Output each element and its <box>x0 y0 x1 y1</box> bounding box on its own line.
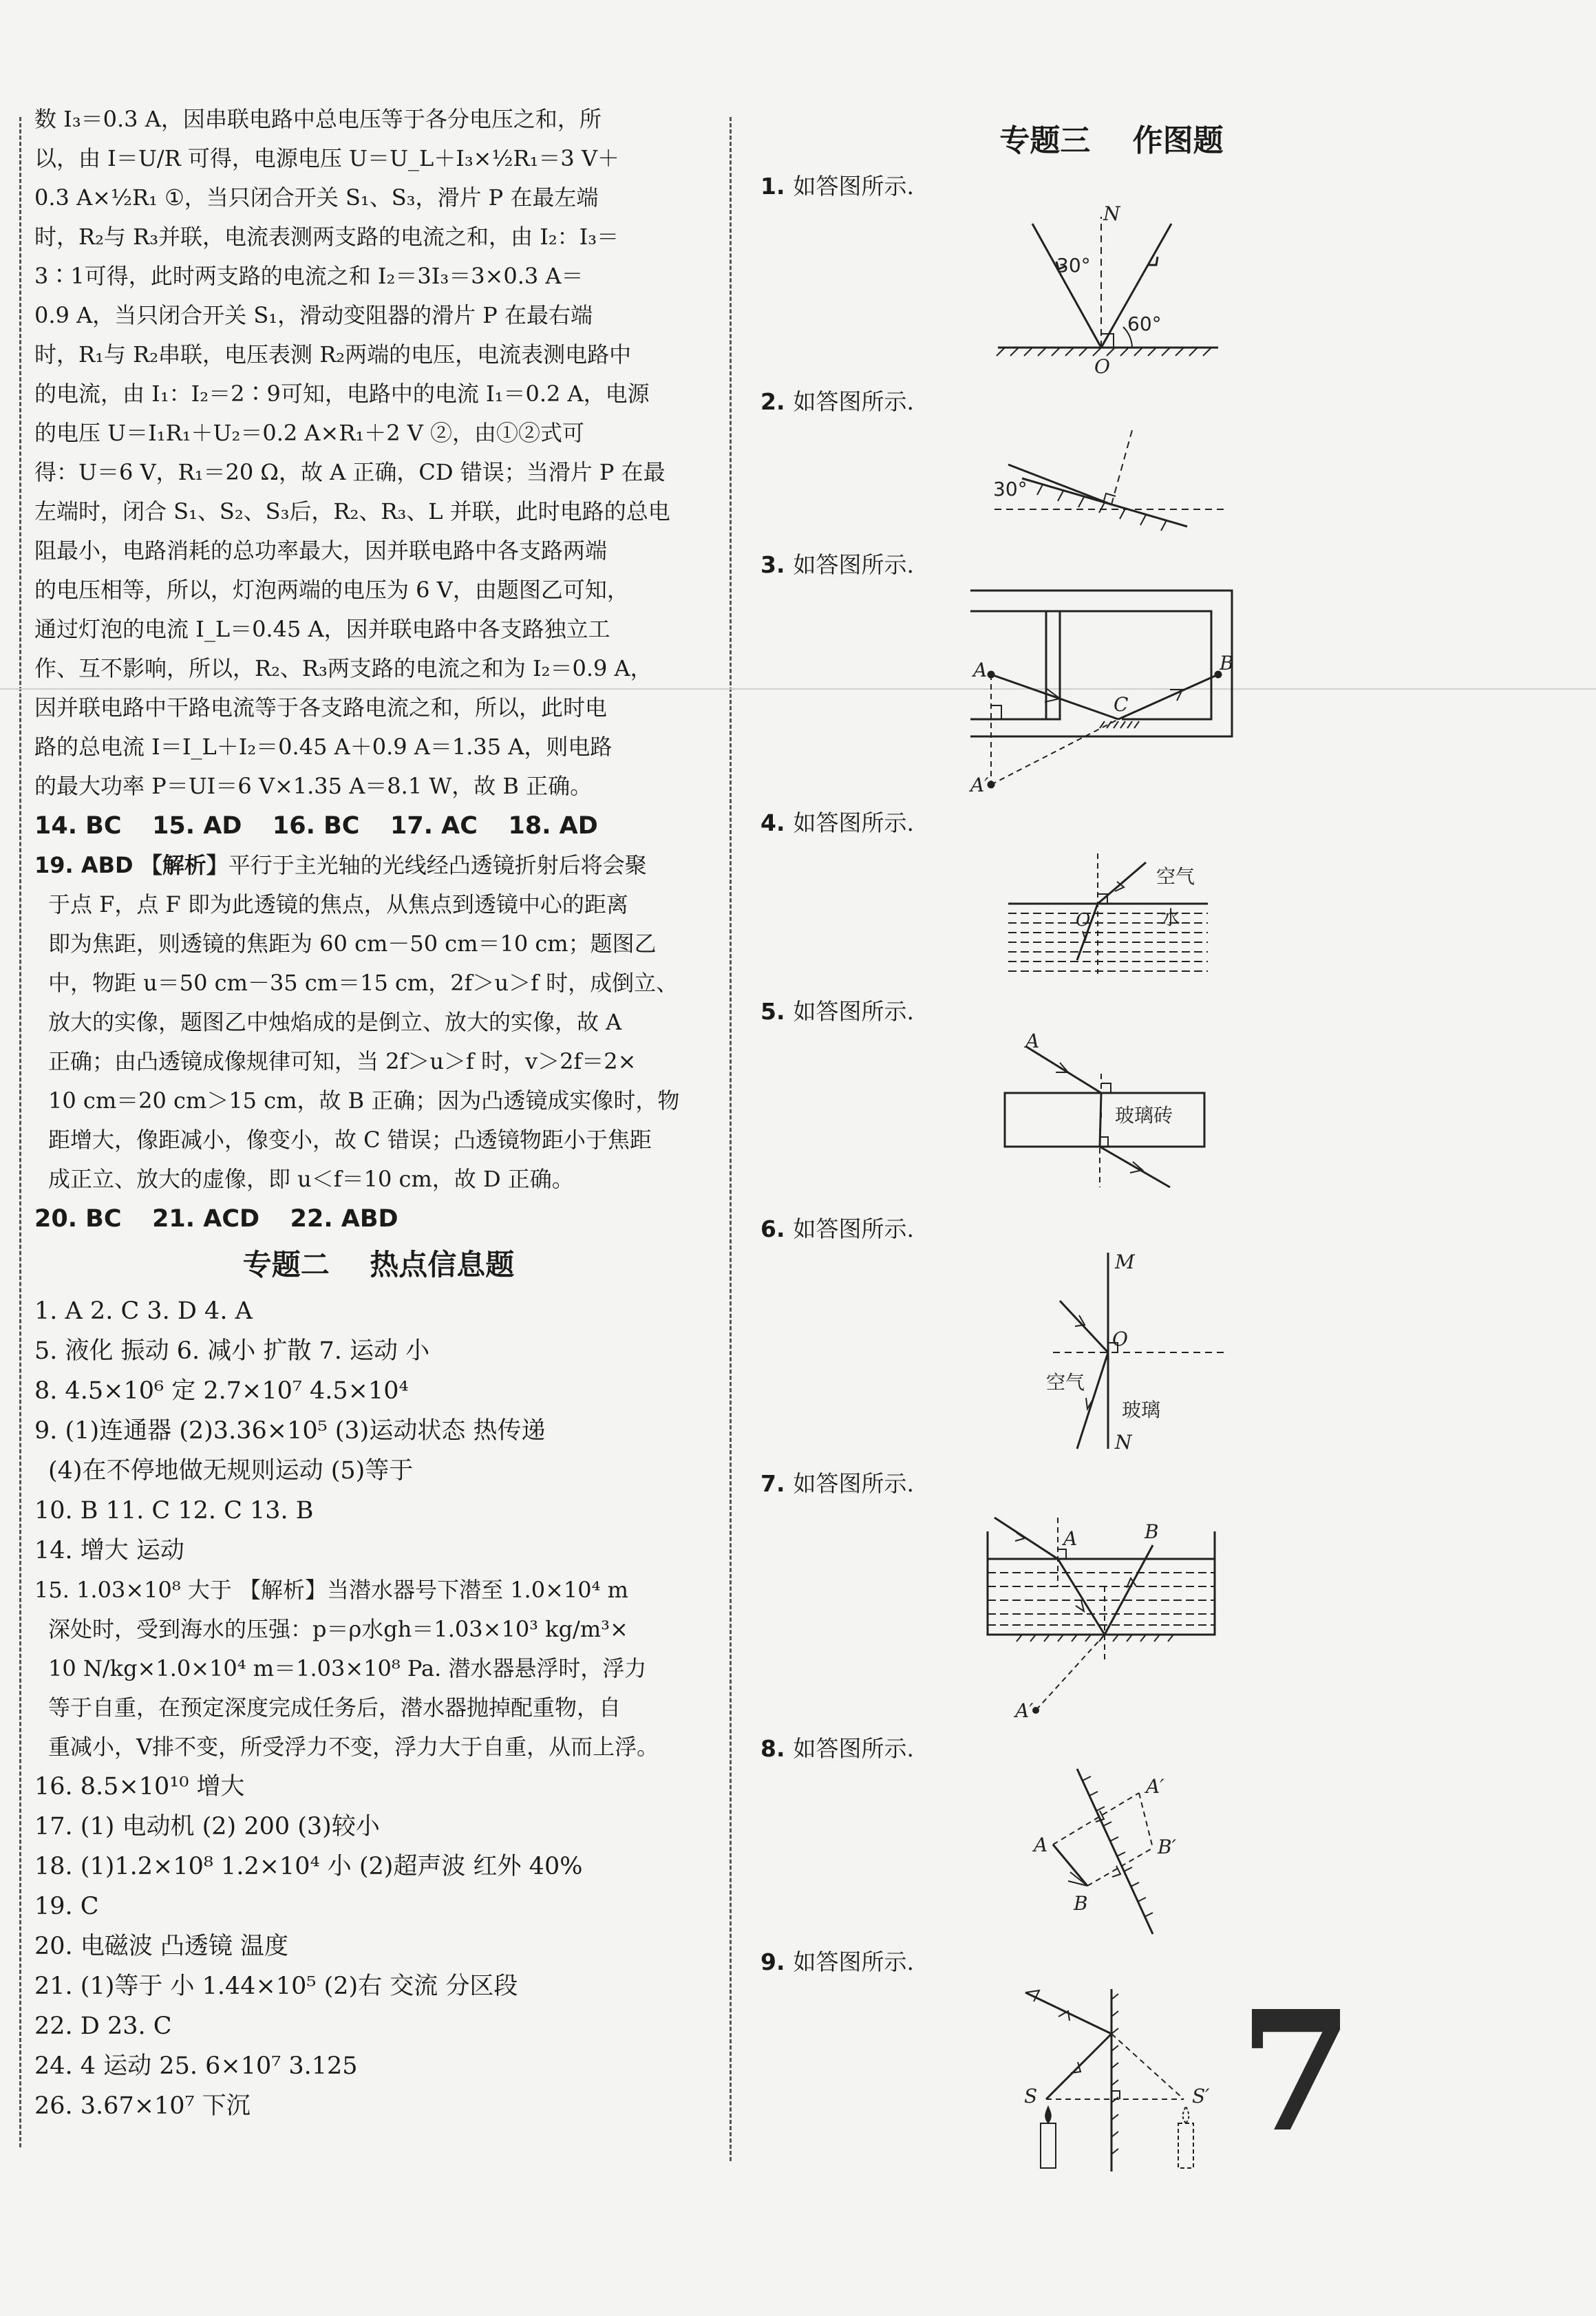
answer-line: 9. (1)连通器 (2)3.36×10⁵ (3)运动状态 热传递 <box>34 1417 546 1445</box>
analysis-line: 中，物距 u＝50 cm－35 cm＝15 cm，2f＞u＞f 时，成倒立、 <box>48 970 679 996</box>
answer-line: 5. 液化 振动 6. 减小 扩散 7. 运动 小 <box>34 1337 430 1365</box>
solution-line: 0.3 A×½R₁ ①，当只闭合开关 S₁、S₃，滑片 P 在最左端 <box>34 184 599 211</box>
answer-line: 1. A 2. C 3. D 4. A <box>34 1297 253 1325</box>
caption-number: 3. <box>760 551 785 578</box>
solution-line: 的最大功率 P＝UI＝6 V×1.35 A＝8.1 W，故 B 正确。 <box>34 773 593 799</box>
answer-21: 21. ACD <box>152 1205 260 1233</box>
answer-19-label: 19. ABD <box>34 852 134 878</box>
answer-14: 14. BC <box>34 812 122 840</box>
label-air: 空气 <box>1156 865 1195 888</box>
label-s: S <box>1024 2085 1038 2107</box>
caption-text: 如答图所示. <box>793 388 914 415</box>
answer-line: 22. D 23. C <box>34 2012 172 2040</box>
label-m: M <box>1115 1251 1135 1273</box>
label-b: B <box>1220 652 1234 674</box>
label-glass: 玻璃 <box>1122 1399 1161 1421</box>
answer-line: 20. 电磁波 凸透镜 温度 <box>34 1933 289 1960</box>
label-a: A <box>1063 1527 1078 1550</box>
answer-row-14-18 <box>34 806 723 846</box>
label-o: O <box>1076 910 1091 931</box>
column-divider <box>730 117 732 2161</box>
analysis-line: 距增大，像距减小，像变小，故 C 错误；凸透镜物距小于焦距 <box>48 1127 652 1153</box>
label-o: O <box>1112 1328 1128 1350</box>
caption-number: 5. <box>760 998 785 1025</box>
section-2-answers <box>34 1291 723 2126</box>
analysis-line: 10 cm＝20 cm＞15 cm，故 B 正确；因为凸透镜成实像时，物 <box>48 1087 680 1114</box>
caption-number: 8. <box>760 1735 785 1762</box>
answer-line: 15. 1.03×10⁸ 大于 【解析】当潜水器号下潜至 1.0×10⁴ m <box>34 1577 628 1603</box>
analysis-text: 平行于主光轴的光线经凸透镜折射后将会聚 <box>228 852 647 878</box>
caption-2 <box>760 384 914 416</box>
solution-line: 左端时，闭合 S₁、S₂、S₃后，R₂、R₃、L 并联，此时电路的总电 <box>34 498 670 524</box>
label-water: 水 <box>1161 906 1181 929</box>
analysis-line: 正确；由凸透镜成像规律可知，当 2f＞u＞f 时，v＞2f＝2× <box>48 1048 637 1074</box>
label-b: B <box>1074 1892 1088 1915</box>
label-glass-block: 玻璃砖 <box>1115 1104 1173 1127</box>
caption-text: 如答图所示. <box>793 1470 914 1497</box>
solution-line: 路的总电流 I＝I_L＋I₂＝0.45 A＋0.9 A＝1.35 A，则电路 <box>34 734 613 760</box>
answer-line: 等于自重，在预定深度完成任务后，潜水器抛掉配重物，自 <box>48 1694 621 1721</box>
answer-line: 17. (1) 电动机 (2) 200 (3)较小 <box>34 1813 380 1840</box>
analysis-line: 成正立、放大的虚像，即 u＜f＝10 cm，故 D 正确。 <box>48 1166 574 1192</box>
figure-8-mirror-image <box>1012 1765 1218 1937</box>
caption-text: 如答图所示. <box>793 809 914 836</box>
caption-number: 9. <box>760 1948 785 1975</box>
solution-line: 的电压相等，所以，灯泡两端的电压为 6 V，由题图乙可知， <box>34 577 629 603</box>
answer-line: 16. 8.5×10¹⁰ 增大 <box>34 1773 245 1800</box>
answer-20: 20. BC <box>34 1205 122 1233</box>
answer-19-first-line <box>34 846 723 885</box>
label-a: A <box>1025 1030 1040 1052</box>
page-number: 7 <box>1239 1975 1354 2169</box>
left-margin-line <box>19 117 21 2147</box>
answer-line: 18. (1)1.2×10⁸ 1.2×10⁴ 小 (2)超声波 红外 40% <box>34 1853 583 1880</box>
caption-9 <box>760 1944 914 1977</box>
figure-7-water-tank <box>981 1504 1228 1724</box>
caption-8 <box>760 1731 914 1763</box>
answer-line: 26. 3.67×10⁷ 下沉 <box>34 2092 251 2120</box>
solution-line: 时，R₂与 R₃并联，电流表测两支路的电流之和，由 I₂：I₃＝ <box>34 224 619 250</box>
label-b-image: B′ <box>1158 1836 1176 1858</box>
figure-4-refraction-water <box>1001 850 1222 977</box>
solution-line: 的电流，由 I₁：I₂＝2∶9可知，电路中的电流 I₁＝0.2 A，电源 <box>34 381 650 407</box>
figure-3-box-reflection <box>964 585 1253 805</box>
solution-paragraph <box>34 100 723 806</box>
label-air: 空气 <box>1046 1371 1085 1394</box>
answer-line: 10. B 11. C 12. C 13. B <box>34 1497 314 1524</box>
solution-line: 以，由 I＝U/R 可得，电源电压 U＝U_L＋I₃×½R₁＝3 V＋ <box>34 145 620 171</box>
caption-text: 如答图所示. <box>793 1215 914 1242</box>
label-angle-30: 30° <box>993 478 1028 500</box>
answer-line: 8. 4.5×10⁶ 定 2.7×10⁷ 4.5×10⁴ <box>34 1377 409 1405</box>
caption-1 <box>760 169 914 201</box>
caption-number: 4. <box>760 809 785 836</box>
answer-15: 15. AD <box>152 812 242 840</box>
answer-line: 24. 4 运动 25. 6×10⁷ 3.125 <box>34 2052 358 2080</box>
caption-text: 如答图所示. <box>793 173 914 200</box>
solution-line: 数 I₃＝0.3 A，因串联电路中总电压等于各分电压之和，所 <box>34 106 602 132</box>
caption-text: 如答图所示. <box>793 1735 914 1762</box>
analysis-line: 于点 F，点 F 即为此透镜的焦点，从焦点到透镜中心的距离 <box>48 891 628 917</box>
answer-line: 深处时，受到海水的压强：p＝ρ水gh＝1.03×10³ kg/m³× <box>48 1616 628 1642</box>
solution-line: 得：U＝6 V，R₁＝20 Ω，故 A 正确，CD 错误；当滑片 P 在最 <box>34 459 666 485</box>
caption-number: 1. <box>760 173 785 200</box>
caption-text: 如答图所示. <box>793 1948 914 1975</box>
solution-line: 通过灯泡的电流 I_L＝0.45 A，因并联电路中各支路独立工 <box>34 616 610 642</box>
solution-line: 0.9 A，当只闭合开关 S₁，滑动变阻器的滑片 P 在最右端 <box>34 302 593 328</box>
section-2-title: 专题二 热点信息题 <box>242 1248 515 1282</box>
caption-5 <box>760 994 914 1026</box>
solution-line: 的电压 U＝I₁R₁＋U₂＝0.2 A×R₁＋2 V ②，由①②式可 <box>34 420 585 446</box>
label-a: A <box>1034 1834 1048 1856</box>
label-angle-30: 30° <box>1056 254 1091 277</box>
caption-number: 6. <box>760 1215 785 1242</box>
answer-line: (4)在不停地做无规则运动 (5)等于 <box>48 1457 414 1485</box>
solution-line: 因并联电路中干路电流等于各支路电流之和，所以，此时电 <box>34 694 608 721</box>
answer-line: 21. (1)等于 小 1.44×10⁵ (2)右 交流 分区段 <box>34 1973 518 2000</box>
solution-line: 时，R₁与 R₂串联，电压表测 R₂两端的电压，电流表测电路中 <box>34 341 632 368</box>
caption-number: 2. <box>760 388 785 415</box>
analysis-tag: 【解析】 <box>140 852 228 878</box>
left-column <box>34 100 723 2126</box>
analysis-line: 放大的实像，题图乙中烛焰成的是倒立、放大的实像，故 A <box>48 1009 622 1035</box>
answer-17: 17. AC <box>390 812 478 840</box>
caption-text: 如答图所示. <box>793 998 914 1025</box>
label-a-image: A′ <box>970 774 989 796</box>
answer-19 <box>34 846 723 1199</box>
answer-18: 18. AD <box>508 812 598 840</box>
caption-4 <box>760 805 914 838</box>
answer-16: 16. BC <box>272 812 360 840</box>
answer-22: 22. ABD <box>290 1205 398 1233</box>
answer-row-20-22 <box>34 1199 723 1239</box>
answer-line: 19. C <box>34 1893 99 1920</box>
label-a: A <box>973 659 988 681</box>
label-n: N <box>1103 202 1120 225</box>
caption-3 <box>760 547 914 580</box>
answer-line: 14. 增大 运动 <box>34 1537 184 1564</box>
label-a-image: A′ <box>1146 1775 1164 1798</box>
solution-line: 阻最小，电路消耗的总功率最大，因并联电路中各支路两端 <box>34 538 608 564</box>
label-s-image: S′ <box>1192 2085 1210 2107</box>
label-n: N <box>1115 1431 1132 1454</box>
analysis-line: 即为焦距，则透镜的焦距为 60 cm－50 cm＝10 cm；题图乙 <box>48 931 657 957</box>
figure-6-refraction-glass <box>1046 1249 1232 1456</box>
figure-9-candle-mirror <box>1012 1982 1225 2175</box>
answer-line: 重减小，V排不变，所受浮力不变，浮力大于自重，从而上浮。 <box>48 1734 659 1760</box>
solution-line: 3∶1可得，此时两支路的电流之和 I₂＝3I₃＝3×0.3 A＝ <box>34 263 584 289</box>
label-angle-60: 60° <box>1127 312 1162 335</box>
answer-line: 10 N/kg×1.0×10⁴ m＝1.03×10⁸ Pa. 潜水器悬浮时，浮力 <box>48 1655 647 1681</box>
label-c: C <box>1114 693 1129 716</box>
caption-number: 7. <box>760 1470 785 1497</box>
caption-text: 如答图所示. <box>793 551 914 578</box>
solution-line: 作、互不影响，所以，R₂、R₃两支路的电流之和为 I₂＝0.9 A， <box>34 655 652 681</box>
figure-5-glass-block <box>998 1032 1211 1191</box>
label-a-image: A′ <box>1015 1699 1034 1722</box>
caption-6 <box>760 1211 914 1244</box>
label-o: O <box>1094 355 1110 378</box>
figure-1-reflection <box>991 203 1225 382</box>
figure-2-mirror <box>988 423 1235 540</box>
section-3-title: 专题三 作图题 <box>999 123 1224 158</box>
label-b: B <box>1145 1520 1159 1543</box>
caption-7 <box>760 1466 914 1498</box>
